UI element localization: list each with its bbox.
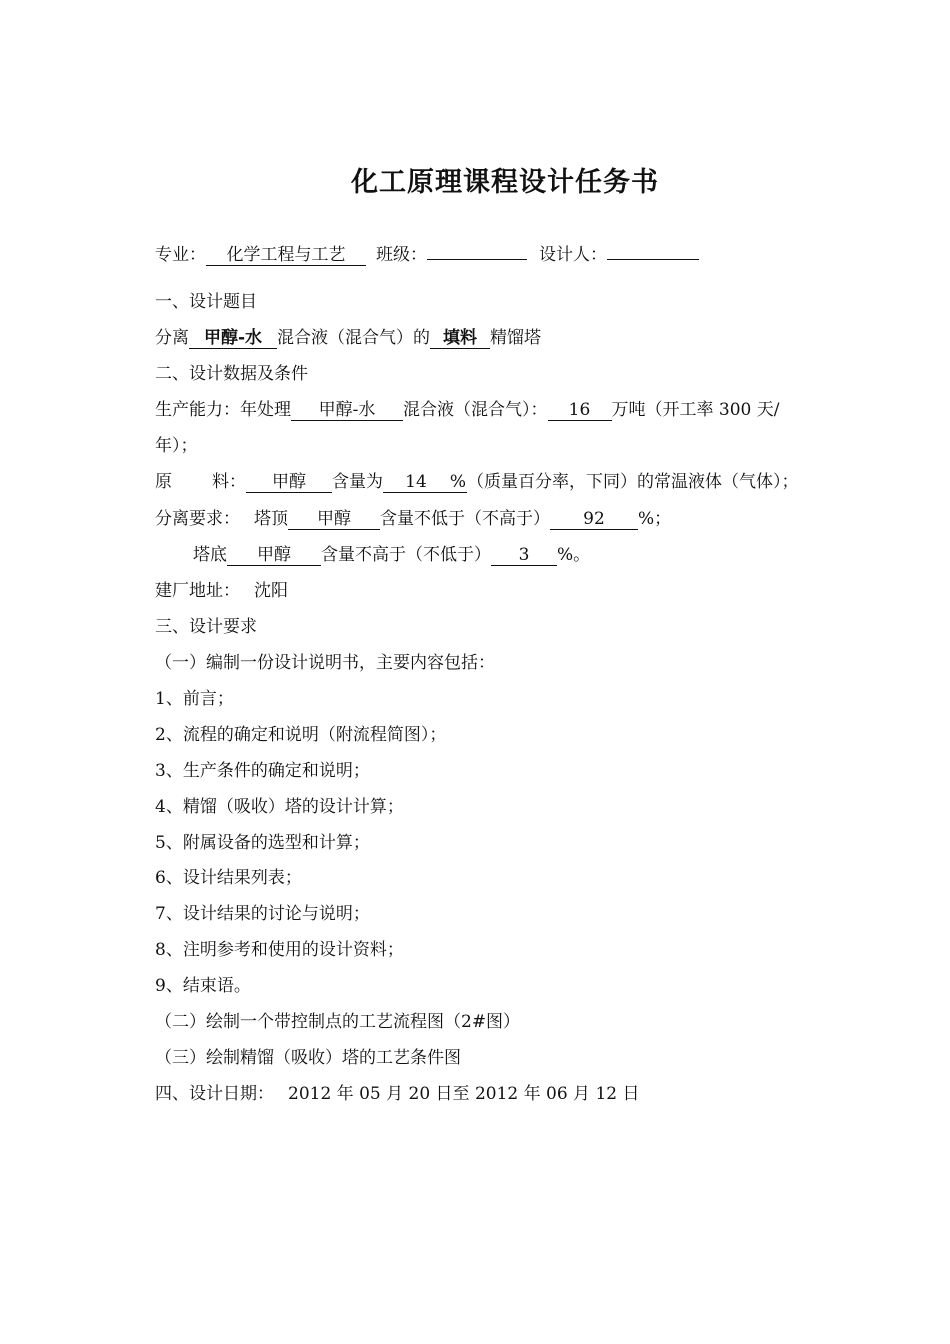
list-item: 2、流程的确定和说明（附流程简图）； [155, 725, 447, 745]
capacity-suffix: 万吨（开工率 300 天/ [611, 400, 780, 420]
designer-label: 设计人： [539, 245, 607, 265]
site-value: 沈阳 [254, 581, 288, 601]
list-item: 1、前言； [155, 689, 234, 709]
feed-unit: % [449, 472, 467, 492]
bottom-value: 3 [491, 545, 557, 566]
designer-value [607, 259, 699, 260]
text-suffix: 精馏塔 [490, 328, 541, 348]
feed-suffix: （质量百分率，下同）的常温液体（气体）； [467, 472, 799, 492]
capacity-mixture: 甲醇-水 [291, 400, 403, 421]
separation-label: 分离要求： [155, 509, 240, 529]
site-line [155, 579, 288, 603]
bottom-label: 塔底 [193, 545, 227, 565]
major-value: 化学工程与工艺 [206, 245, 366, 266]
top-mid: 含量不低于（不高于） [380, 509, 550, 529]
section3-sub1: （一）编制一份设计说明书，主要内容包括： [155, 653, 495, 673]
text-mid: 混合液（混合气）的 [277, 328, 430, 348]
feed-mid: 含量为 [332, 472, 383, 492]
section2-heading: 二、设计数据及条件 [155, 364, 308, 384]
major-label: 专业： [155, 245, 206, 265]
section1-text [155, 326, 541, 350]
top-value: 92 [550, 509, 638, 530]
capacity-suffix-line2: 年）； [155, 436, 198, 456]
packing-value: 填料 [430, 328, 490, 349]
list-item: 3、生产条件的确定和说明； [155, 761, 370, 781]
top-suffix: %； [638, 509, 672, 529]
separation-bottom-line [193, 543, 590, 567]
text-prefix: 分离 [155, 328, 189, 348]
bottom-component: 甲醇 [227, 545, 321, 566]
list-item: 5、附属设备的选型和计算； [155, 833, 370, 853]
list-item: 4、精馏（吸收）塔的设计计算； [155, 797, 404, 817]
top-label: 塔顶 [254, 509, 288, 529]
design-date-label: 四、设计日期： [155, 1084, 274, 1104]
separation-top-line [155, 507, 671, 531]
site-label: 建厂地址： [155, 581, 240, 601]
section3-sub2: （二）绘制一个带控制点的工艺流程图（2#图） [155, 1012, 521, 1032]
section1-heading: 一、设计题目 [155, 292, 257, 312]
list-item: 6、设计结果列表； [155, 868, 302, 888]
feed-value: 14 [383, 472, 449, 493]
section3-sub3: （三）绘制精馏（吸收）塔的工艺条件图 [155, 1048, 461, 1068]
class-value [427, 259, 527, 260]
capacity-value: 16 [548, 400, 612, 421]
capacity-prefix: 生产能力：年处理 [155, 400, 291, 420]
capacity-mid: 混合液（混合气）： [403, 400, 548, 420]
bottom-suffix: %。 [557, 545, 591, 565]
bottom-mid: 含量不高于（不低于） [321, 545, 491, 565]
feed-component: 甲醇 [246, 472, 332, 493]
design-date-line [155, 1082, 640, 1106]
mixture-value: 甲醇-水 [189, 328, 277, 349]
list-item: 7、设计结果的讨论与说明； [155, 904, 370, 924]
list-item: 8、注明参考和使用的设计资料； [155, 940, 404, 960]
section3-heading: 三、设计要求 [155, 617, 257, 637]
capacity-line [155, 398, 779, 422]
design-date-value: 2012 年 05 月 20 日至 2012 年 06 月 12 日 [288, 1084, 640, 1104]
list-item: 9、结束语。 [155, 976, 251, 996]
class-label: 班级： [376, 245, 427, 265]
top-component: 甲醇 [288, 509, 380, 530]
feed-line [155, 470, 799, 494]
header-line [155, 243, 699, 267]
feed-label-1: 原 [155, 472, 172, 492]
feed-label-2: 料： [212, 472, 246, 492]
document-title: 化工原理课程设计任务书 [351, 167, 659, 198]
